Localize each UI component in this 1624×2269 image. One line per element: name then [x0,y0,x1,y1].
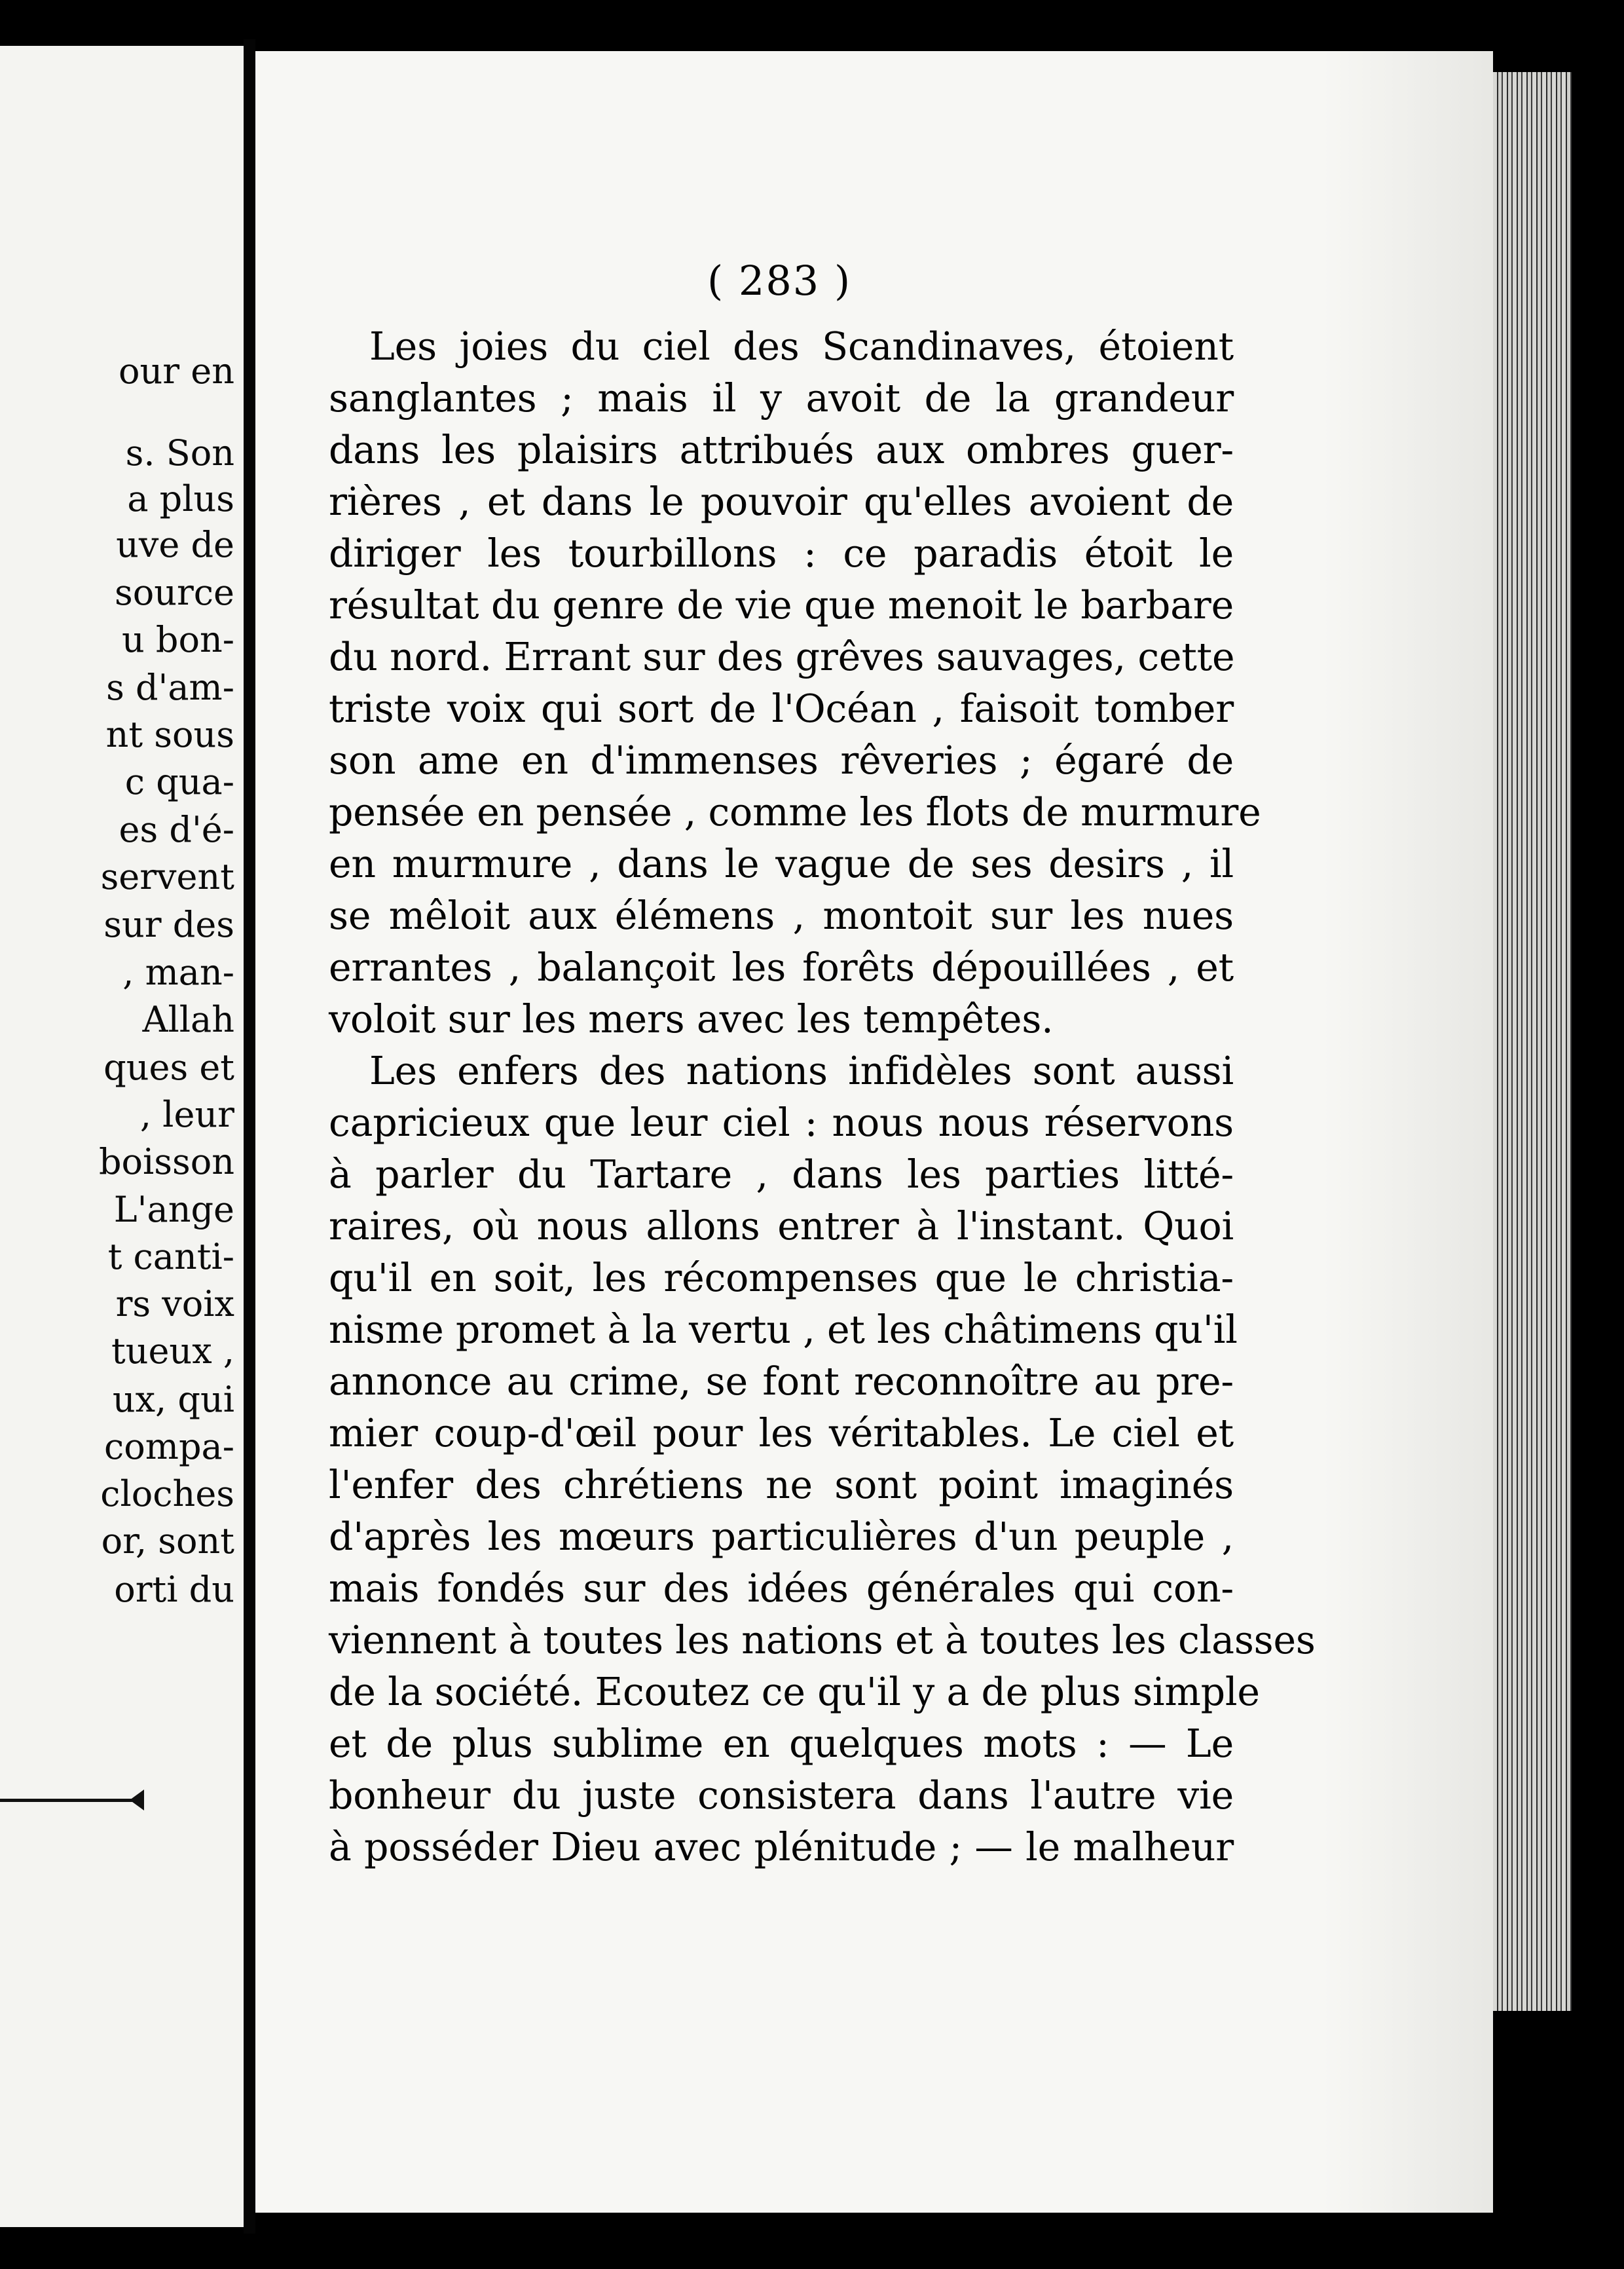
left-page-line: cloches [100,1473,234,1514]
left-page-line: servent [100,856,234,897]
text-line: l'enfer des chrétiens ne sont point imaginés [329,1463,1234,1507]
left-page-line: orti du [114,1569,234,1610]
text-line: diriger les tourbillons : ce paradis étoit le [329,531,1234,576]
text-line: triste voix qui sort de l'Océan , faisoit tomber [329,686,1234,731]
page-edges [1493,72,1572,2011]
left-page-line: , leur [139,1094,234,1135]
left-page-line: compa- [104,1426,234,1467]
text-line: dans les plaisirs attribués aux ombres guer- [329,428,1234,472]
left-page-line: c qua- [124,761,234,802]
text-line: du nord. Errant sur des grêves sauvages, cette [329,635,1235,679]
text-line: rières , et dans le pouvoir qu'elles avoient de [329,479,1234,524]
left-page-line: s d'am- [106,667,234,708]
text-line: et de plus sublime en quelques mots : — Le [329,1721,1234,1766]
text-line: Les joies du ciel des Scandinaves, étoient [369,324,1234,369]
left-page-line: es d'é- [119,809,234,850]
page-number: ( 283 ) [707,257,852,305]
text-line: voloit sur les mers avec les tempêtes. [329,997,1054,1041]
left-page-rule-arrow [130,1790,144,1810]
text-line: capricieux que leur ciel : nous nous réservons [329,1100,1234,1145]
text-line: à posséder Dieu avec plénitude ; — le malheur [329,1825,1234,1869]
left-page-line: ux, qui [112,1379,234,1420]
left-page-line: s. Son [125,432,234,474]
text-line: pensée en pensée , comme les flots de murmure [329,790,1261,834]
left-page-line: Allah [142,999,234,1040]
left-page-line: u bon- [121,619,234,660]
text-line: son ame en d'immenses rêveries ; égaré de [329,738,1234,783]
text-line: errantes , balançoit les forêts dépouillées , et [329,945,1234,990]
text-line: d'après les mœurs particulières d'un peuple , [329,1514,1234,1559]
text-line: résultat du genre de vie que menoit le barbare [329,583,1234,628]
left-page-line: a plus [127,478,234,519]
text-line: Les enfers des nations infidèles sont aussi [369,1049,1234,1093]
left-page-line: tueux , [111,1330,234,1372]
text-line: annonce au crime, se font reconnoître au pre- [329,1359,1234,1404]
text-line: mais fondés sur des idées générales qui con- [329,1566,1234,1611]
left-page-line: ques et [103,1047,234,1088]
left-page-line: our en [118,350,234,392]
left-page-line: or, sont [101,1520,234,1562]
text-line: de la société. Ecoutez ce qu'il y a de plus simple [329,1670,1260,1714]
text-line: à parler du Tartare , dans les parties litté- [329,1152,1234,1197]
left-page-line: uve de [116,524,234,565]
text-line: sanglantes ; mais il y avoit de la grandeur [329,376,1234,421]
left-page-line: sur des [103,904,234,945]
left-page-line: nt sous [105,714,234,755]
left-page-line: source [114,572,234,613]
left-page-fragment [0,46,244,2227]
text-line: mier coup-d'œil pour les véritables. Le ciel et [329,1411,1234,1455]
page-tone [1323,51,1493,2213]
text-line: en murmure , dans le vague de ses desirs , il [329,842,1234,886]
left-page-line: t canti- [107,1236,234,1277]
text-line: qu'il en soit, les récompenses que le christia- [329,1256,1234,1300]
left-page-line: , man- [122,952,234,993]
left-page-line: boisson [98,1141,234,1182]
left-page-rule [0,1799,138,1802]
left-page-line: L'ange [113,1189,234,1230]
body-text [329,321,1316,1873]
book-gutter [244,39,255,2234]
text-line: raires, où nous allons entrer à l'instant. Quoi [329,1204,1234,1248]
text-line: nisme promet à la vertu , et les châtimens qu'il [329,1307,1238,1352]
text-line: viennent à toutes les nations et à toutes les classes [329,1618,1316,1662]
text-line: se mêloit aux élémens , montoit sur les nues [329,893,1234,938]
left-page-line: rs voix [115,1283,234,1324]
text-line: bonheur du juste consistera dans l'autre vie [329,1773,1234,1818]
